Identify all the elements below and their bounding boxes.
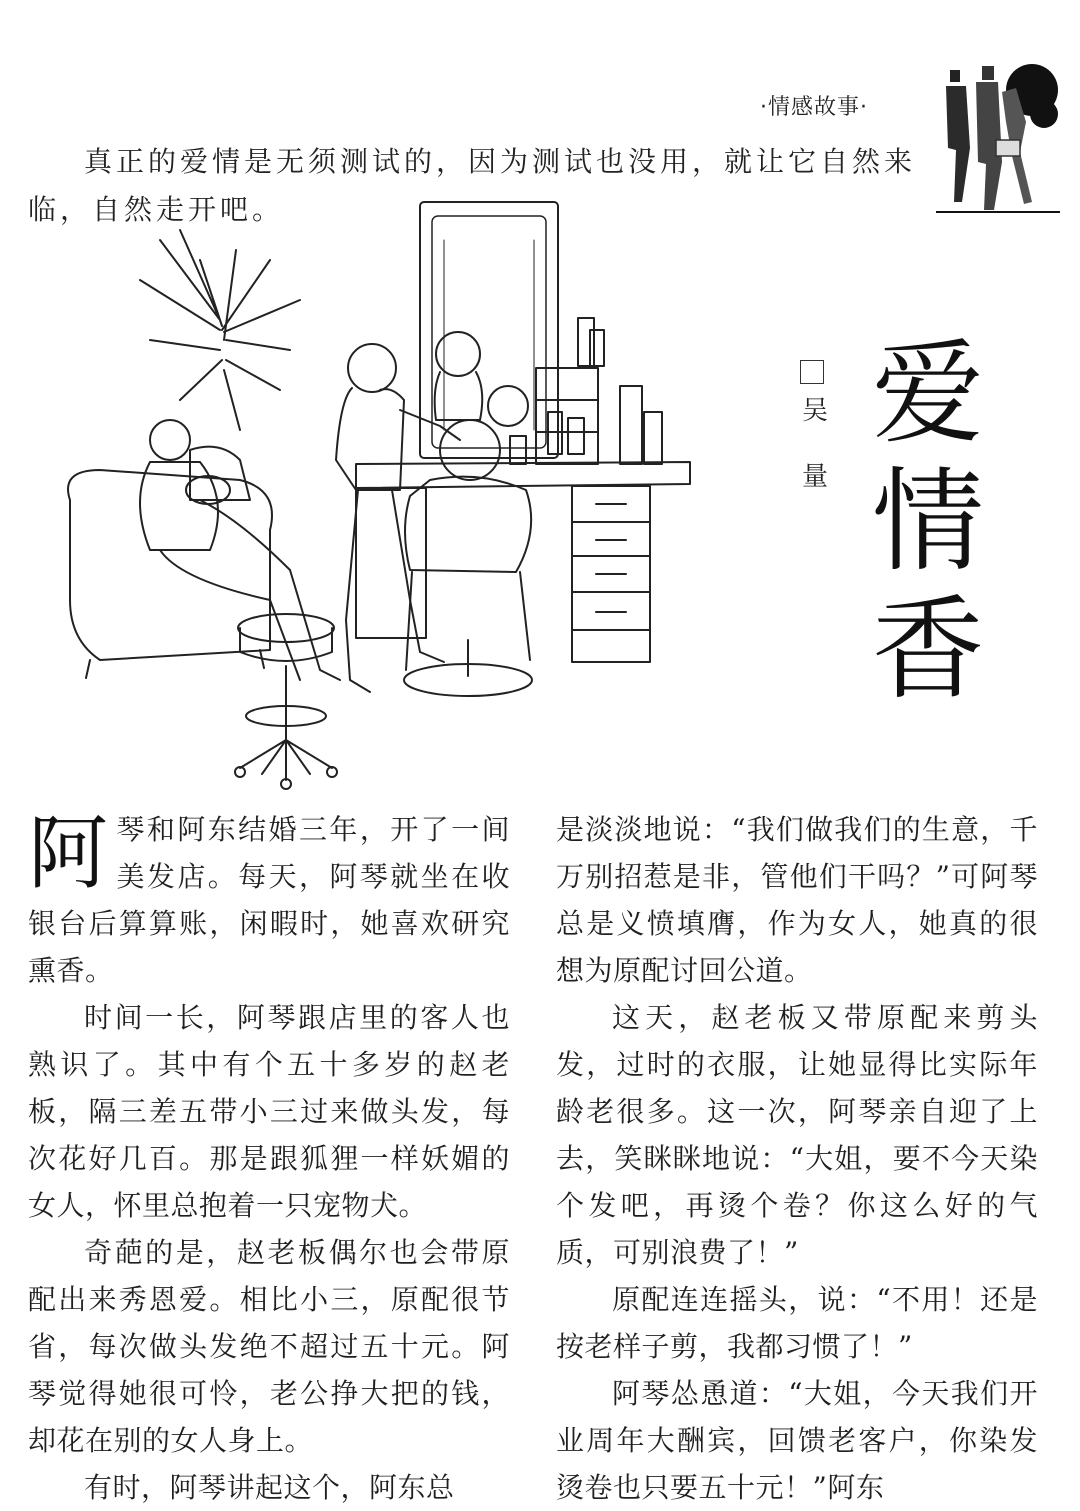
author-marker: [800, 360, 824, 384]
article-column-left: [28, 806, 510, 1511]
author-name-line: 吴: [801, 396, 828, 426]
intro-text: 真正的爱情是无须测试的，因为测试也没用，就让它自然来临，自然走开吧。: [28, 145, 917, 226]
drop-cap: 阿: [28, 807, 109, 900]
article-column-right: [556, 806, 1038, 1511]
paragraph: [28, 806, 510, 994]
section-tag: ·情感故事·: [760, 95, 868, 120]
paragraph: 有时，阿琴讲起这个，阿东总: [84, 1471, 455, 1504]
author-name-line: 量: [801, 462, 828, 492]
paragraph: 奇葩的是，赵老板偶尔也会带原配出来秀恩爱。相比小三，原配很节省，每次做头发绝不超过五十元。阿琴觉得她很可怜，老公挣大把的钱，却花在别的女人身上。: [28, 1236, 510, 1457]
paragraph: 原配连连摇头，说：“不用！还是按老样子剪，我都习惯了！”: [556, 1283, 1038, 1363]
author-name: [800, 392, 830, 496]
salon-illustration: [40, 200, 700, 790]
paragraph: 时间一长，阿琴跟店里的客人也熟识了。其中有个五十多岁的赵老板，隔三差五带小三过来做头发，每次花好几百。那是跟狐狸一样妖媚的女人，怀里总抱着一只宠物犬。: [28, 1001, 510, 1222]
silhouette-figures-icon: [936, 52, 1060, 214]
title-char: 香: [872, 585, 984, 715]
paragraph: 阿琴怂恿道：“大姐，今天我们开业周年大酬宾，回馈老客户，你染发烫卷也只要五十元！”阿东: [556, 1377, 1038, 1504]
title-char: 情: [872, 457, 984, 587]
article-title: [868, 330, 988, 714]
paragraph-text: 琴和阿东结婚三年，开了一间美发店。每天，阿琴就坐在收银台后算算账，闲暇时，她喜欢研究熏香。: [28, 813, 510, 987]
paragraph: 这天，赵老板又带原配来剪头发，过时的衣服，让她显得比实际年龄老很多。这一次，阿琴亲自迎了上去，笑眯眯地说：“大姐，要不今天染个发吧，再烫个卷？你这么好的气质，可别浪费了！”: [556, 1001, 1038, 1269]
title-char: 爱: [872, 329, 984, 459]
paragraph: 是淡淡地说：“我们做我们的生意，千万别招惹是非，管他们干吗？”可阿琴总是义愤填膺，作为女人，她真的很想为原配讨回公道。: [556, 813, 1038, 987]
